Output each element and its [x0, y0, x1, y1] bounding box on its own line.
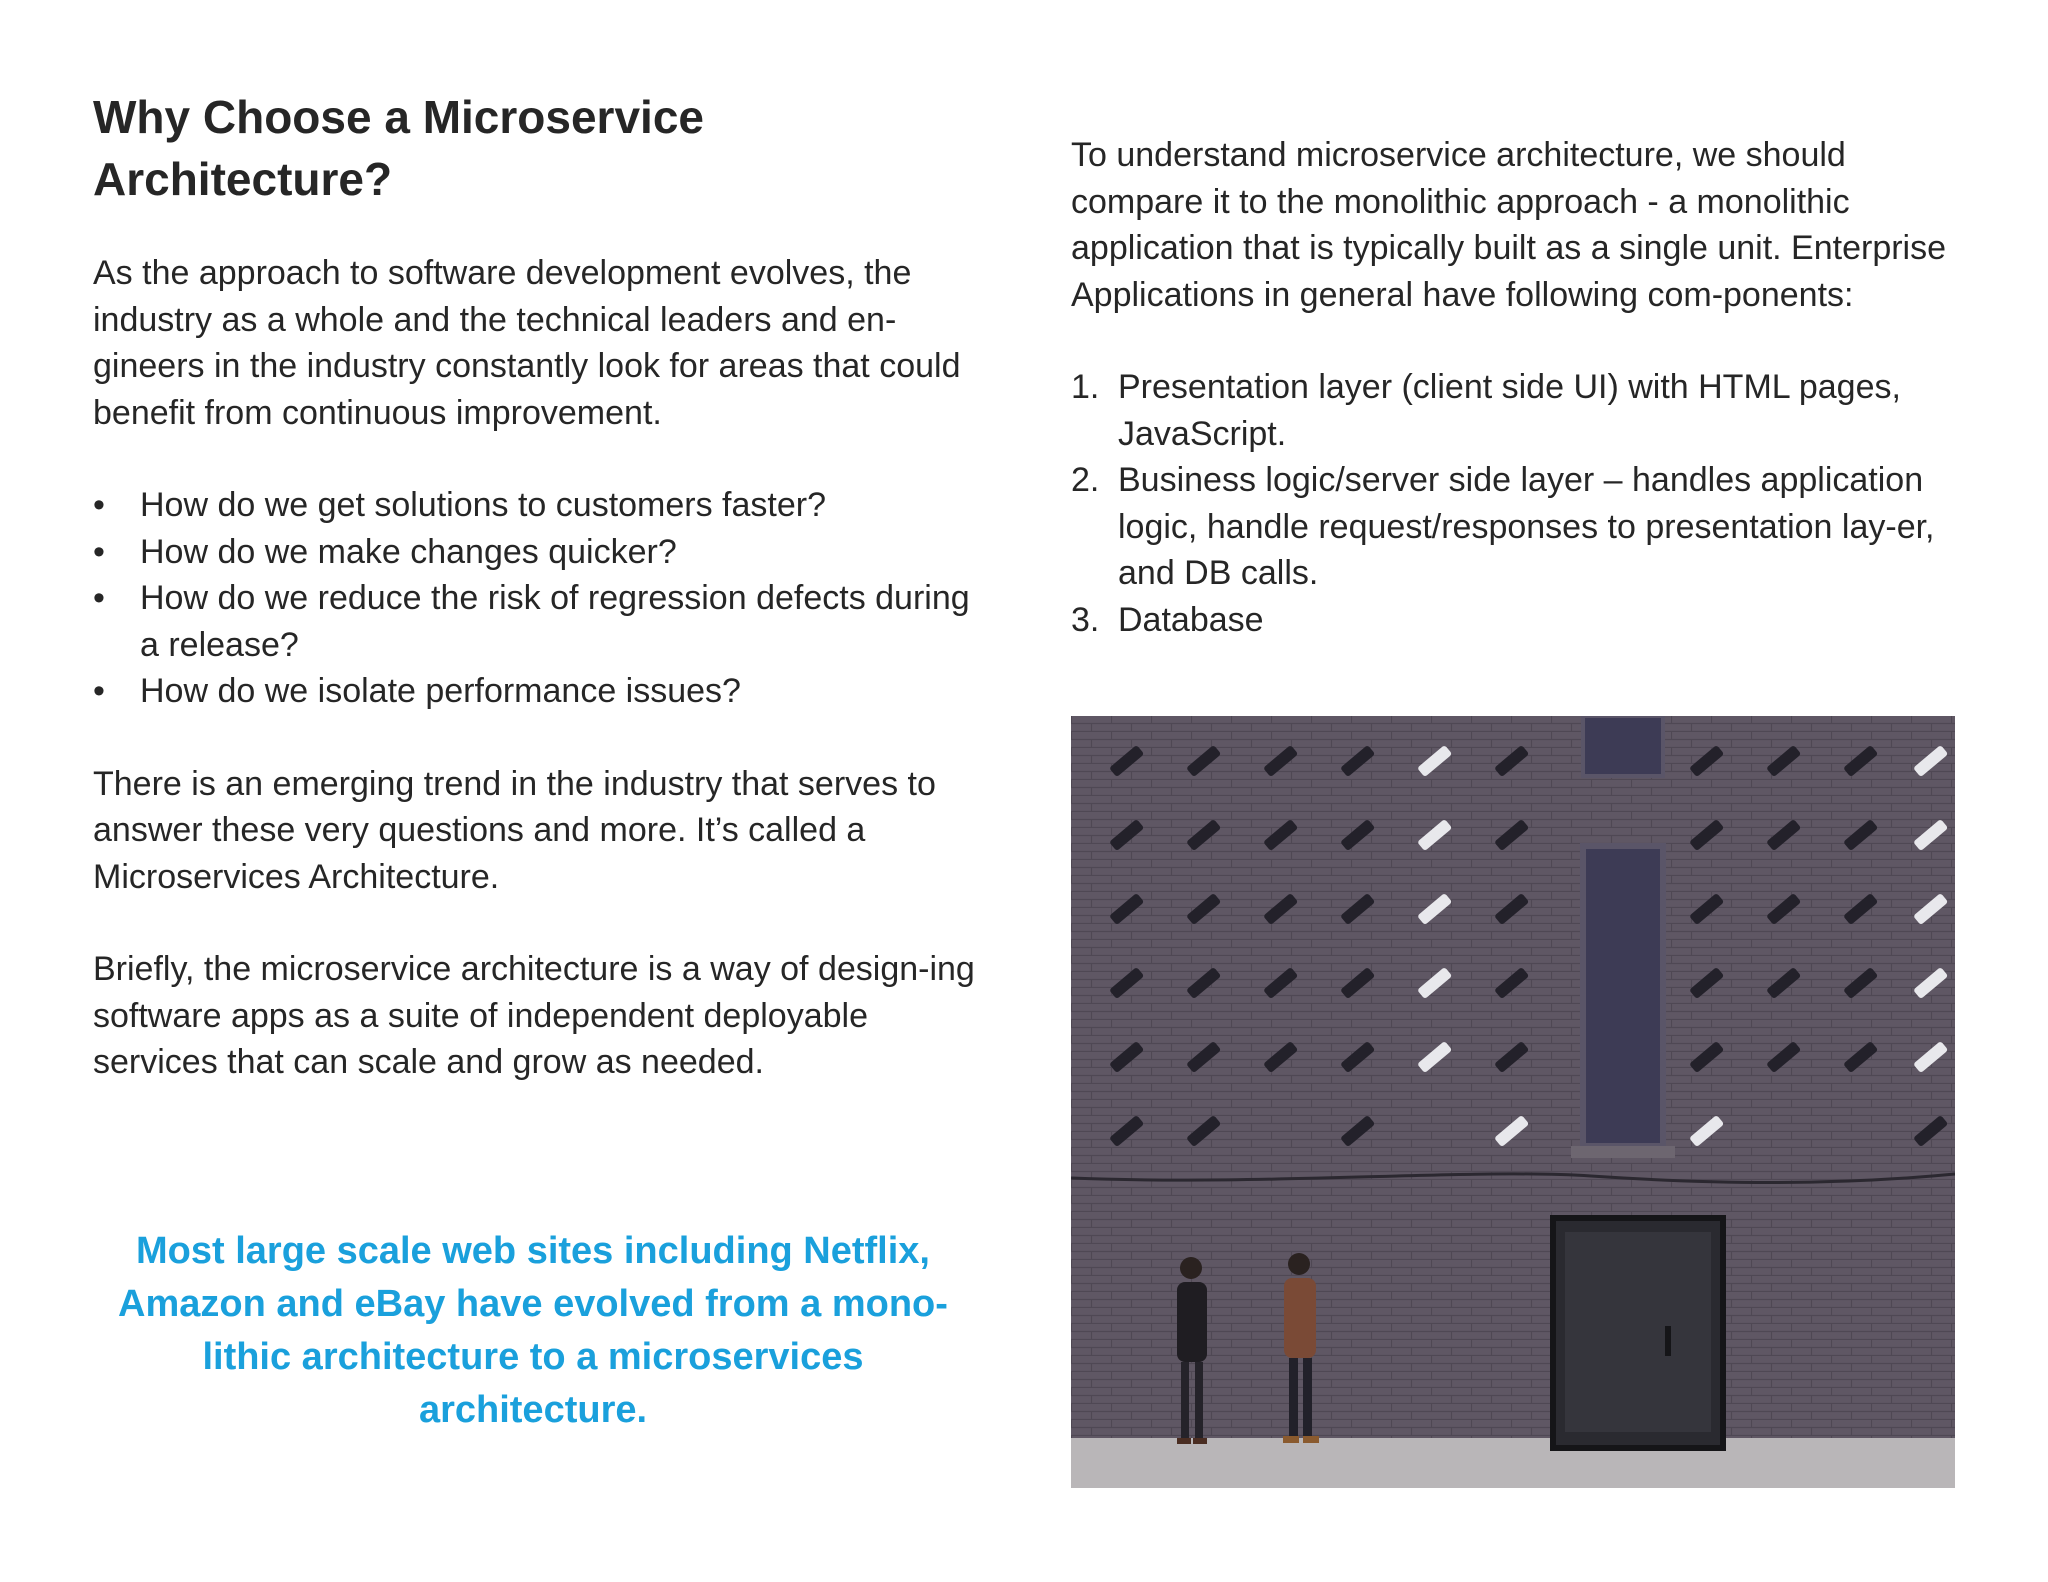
bullet-icon: •: [93, 532, 105, 571]
list-item: [93, 575, 993, 668]
callout-quote: Most large scale web sites including Netflix, Amazon and eBay have evolved from a mono-lithic architecture to a microservices architecture.: [118, 1230, 948, 1431]
bullet-icon: •: [93, 579, 105, 617]
monolith-intro-paragraph: To understand microservice architecture, we should compare it to the monolithic approach - a monolithic application that is typically built as a single unit. Enterprise Applications in general have following com-ponents:: [1071, 136, 1947, 314]
list-item: [1071, 364, 1971, 457]
list-item: [1071, 457, 1971, 597]
photo-illustration: [1071, 716, 1955, 1488]
list-item: [93, 668, 993, 715]
door-icon: [1553, 1218, 1723, 1448]
surveillance-cameras-photo: [1071, 716, 1955, 1488]
questions-list: [93, 482, 993, 715]
question-text: How do we get solutions to customers faster?: [140, 486, 826, 524]
right-column: [1071, 132, 1971, 643]
component-text: Presentation layer (client side UI) with HTML pages, JavaScript.: [1118, 368, 1901, 453]
list-item: [93, 529, 993, 576]
list-item: [1071, 597, 1971, 644]
left-column: [93, 86, 993, 1086]
components-list: [1071, 364, 1971, 643]
brief-paragraph: Briefly, the microservice architecture is a way of design-ing software apps as a suite of independent deployable services that can scale and grow as needed.: [93, 950, 975, 1081]
component-text: Database: [1118, 600, 1264, 639]
component-text: Business logic/server side layer – handles application logic, handle request/responses to presentation lay-er, and DB calls.: [1118, 461, 1935, 592]
question-text: How do we isolate performance issues?: [140, 672, 741, 710]
list-number: 1.: [1071, 368, 1100, 406]
question-text: How do we make changes quicker?: [140, 532, 677, 571]
bullet-icon: •: [93, 486, 105, 524]
list-number: 2.: [1071, 461, 1100, 499]
page-title: Why Choose a Microservice Architecture?: [93, 91, 704, 205]
trend-paragraph: There is an emerging trend in the industry that serves to answer these very questions and more. It’s called a Microservices Architecture.: [93, 764, 936, 896]
list-item: [93, 482, 993, 529]
sidewalk: [1071, 1438, 1955, 1488]
list-number: 3.: [1071, 600, 1100, 639]
intro-paragraph: As the approach to software development evolves, the industry as a whole and the technical leaders and en-gineers in the industry constantly look for areas that could benefit from continuous improvement.: [93, 254, 961, 432]
question-text: How do we reduce the risk of regression defects during a release?: [140, 579, 970, 664]
bullet-icon: •: [93, 672, 105, 710]
